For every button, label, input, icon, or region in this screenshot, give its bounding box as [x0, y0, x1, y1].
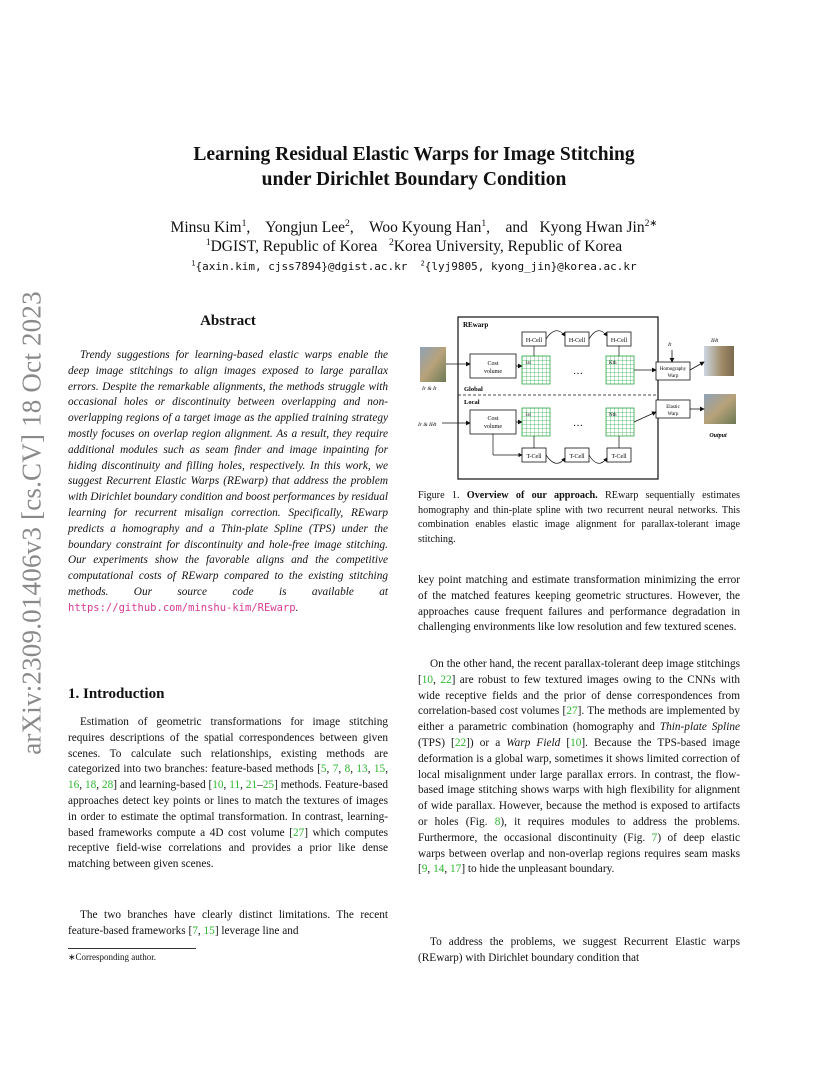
- right-paragraph-2: On the other hand, the recent parallax-tolerant deep image stitchings [10, 22] are robust to few textured images owing to the CNNs with wide receptive fields and the prior of dense correspondences from correlation-based cost volumes [27]. The methods are implemented by either a parametric combination (homography and Thin-plate Spline (TPS) [22]) or a Warp Field [10]. Because the TPS-based image deformation is a global warp, sometimes it shows limited correction of local misalignment under large parallax errors. In contrast, the flow-based image stitching shows warps with high flexibility for alignment of wide parallax. However, because the method is exposed to artifacts or holes (Fig. 8), it requires modules to address the problems. Furthermore, the occasional discontinuity (Fig. 7) of deep elastic warps between overlap and non-overlap regions requires seam masks [9, 14, 17] to hide the unpleasant boundary.: [418, 658, 741, 876]
- emphasis: Warp Field: [506, 736, 561, 749]
- author-list: Minsu Kim$^1$, Yongjun Lee$^2$, Woo Kyoung Han$^1$, and Kyong Hwan Jin$^{2∗}$: [170, 217, 658, 236]
- svg-text:Cost: Cost: [487, 361, 499, 367]
- paper-title: [70, 142, 758, 192]
- introduction-heading: 1. Introduction: [68, 686, 165, 702]
- svg-text:H-Cell: H-Cell: [568, 338, 586, 344]
- email: {lyj9805, kyong_jin}@korea.ac.kr: [424, 260, 637, 273]
- citation[interactable]: 10: [212, 779, 224, 792]
- svg-text:Kth: Kth: [609, 361, 617, 366]
- title-line-2: under Dirichlet Boundary Condition: [261, 169, 567, 190]
- citation[interactable]: 17: [450, 863, 462, 876]
- svg-text:volume: volume: [484, 369, 502, 375]
- source-code-link[interactable]: https://github.com/minshu-kim/REwarp: [68, 601, 296, 614]
- target-image-label: It: [668, 342, 672, 348]
- warped-image-thumbnail: [704, 346, 734, 376]
- citation[interactable]: 27: [566, 705, 578, 718]
- svg-text:Warp: Warp: [667, 412, 679, 417]
- svg-text:Homography: Homography: [659, 367, 687, 372]
- svg-text:volume: volume: [484, 424, 502, 430]
- citation[interactable]: 15: [373, 763, 386, 776]
- abstract-text: Trendy suggestions for learning-based elastic warps enable the deep image stitchings to align images exposed to large parallax errors. Despite the remarkable alignments, the methods struggle with occasional holes or discontinuity between overlapping and non-overlapping regions of a target image as the applied training strategy mostly focuses on overlap region alignment. As a result, they require additional modules such as seam finder and image inpainting for hiding discontinuity and filling holes, respectively. In this work, we suggest Recurrent Elastic Warps (REwarp) that address the problem with Dirichlet boundary condition and boost performances by residual learning for recurrent misalign correction. Specifically, REwarp predicts a homography and a Thin-plate Spline (TPS) under the boundary constraint for discontinuity and hole-free image stitching. Our experiments show the favorable aligns and the competitive computational costs of REwarp compared to the existing stitching methods. Our source code is available at https://github.com/minshu-kim/REwarp.: [68, 349, 388, 614]
- citation[interactable]: 25: [262, 779, 275, 792]
- right-paragraph-3: To address the problems, we suggest Recurrent Elastic warps (REwarp) with Dirichlet boundary condition that: [418, 936, 740, 964]
- citation[interactable]: 22: [440, 673, 452, 686]
- citation[interactable]: 5: [320, 763, 327, 776]
- author: Woo Kyoung Han$^1$: [368, 217, 487, 236]
- author: Kyong Hwan Jin$^{2∗}$: [539, 217, 658, 236]
- svg-text:T-Cell: T-Cell: [569, 454, 585, 460]
- global-label: Global: [464, 386, 483, 393]
- author-emails: $^1${axin.kim, cjss7894}@dgist.ac.kr $^2${lyj9805, kyong_jin}@korea.ac.kr: [191, 259, 637, 273]
- svg-text:Cost: Cost: [487, 416, 499, 422]
- rewarp-label: REwarp: [463, 321, 489, 329]
- figure-rewarp-overview: [418, 312, 740, 484]
- svg-text:…: …: [573, 366, 583, 377]
- svg-text:…: …: [573, 418, 583, 429]
- svg-text:H-Cell: H-Cell: [610, 338, 628, 344]
- svg-text:1st: 1st: [525, 413, 531, 418]
- footnote-rule: [68, 948, 196, 949]
- citation[interactable]: 22: [454, 736, 467, 749]
- affiliations: $^1$DGIST, Republic of Korea $^2$Korea University, Republic of Korea: [205, 236, 623, 255]
- intro-paragraph-1: Estimation of geometric transformations for image stitching requires descriptions of the spatial correspondences between given scenes. To calculate such relationships, existing methods are categorized into two branches: feature-based methods [5, 7, 8, 13, 15, 16, 18, 28] and learning-based [10, 11, 21–25] methods. Feature-based approaches detect key points or lines to match the textures of images in order to estimate the optimal transformation. In contrast, learning-based frameworks compute a 4D cost volume [27] which computes receptive field-wise correlations and provides a prior like dense matching between given scenes.: [68, 716, 389, 871]
- svg-text:H-Cell: H-Cell: [525, 338, 543, 344]
- svg-text:Warp: Warp: [667, 374, 679, 379]
- right-paragraph-1: key point matching and estimate transformation minimizing the error of the matched features keeping geometric structures. However, the approaches cause frequent failures and performance degradation in challenging environments like low resolution and few textured scenes.: [418, 574, 740, 634]
- citation[interactable]: 7: [651, 831, 658, 844]
- citation[interactable]: 7: [332, 763, 339, 776]
- abstract-heading: Abstract: [200, 313, 256, 329]
- local-label: Local: [464, 399, 480, 406]
- citation[interactable]: 27: [292, 826, 305, 839]
- citation[interactable]: 15: [203, 924, 215, 937]
- svg-text:Nth: Nth: [609, 413, 617, 418]
- affiliation: DGIST, Republic of Korea: [210, 238, 378, 255]
- author: Yongjun Lee$^2$: [265, 217, 350, 236]
- citation[interactable]: 11: [229, 779, 241, 792]
- svg-text:Elastic: Elastic: [666, 405, 680, 410]
- input-label-bottom: Ir & IHt: [418, 422, 437, 428]
- citation[interactable]: 28: [102, 779, 114, 792]
- citation[interactable]: 13: [356, 763, 368, 776]
- title-line-1: Learning Residual Elastic Warps for Image Stitching: [193, 144, 635, 165]
- intro-paragraph-2: The two branches have clearly distinct limitations. The recent feature-based frameworks [7, 15] leverage line and: [68, 909, 388, 937]
- citation[interactable]: 21: [245, 779, 258, 792]
- citation[interactable]: 16: [68, 779, 80, 792]
- emphasis: Thin-plate Spline: [659, 721, 740, 734]
- citation[interactable]: 10: [570, 736, 582, 749]
- citation[interactable]: 8: [494, 815, 501, 828]
- input-image-top: [420, 347, 446, 382]
- email: {axin.kim, cjss7894}@dgist.ac.kr: [195, 260, 408, 273]
- citation[interactable]: 14: [433, 863, 445, 876]
- affiliation: Korea University, Republic of Korea: [393, 238, 623, 255]
- svg-text:T-Cell: T-Cell: [611, 454, 627, 460]
- footnote: ∗Corresponding author.: [68, 952, 157, 962]
- output-image-thumbnail: [704, 394, 736, 424]
- warped-image-label: IHt: [711, 338, 719, 344]
- cost-volume-local: [470, 410, 516, 434]
- citation[interactable]: 9: [421, 863, 428, 876]
- svg-text:1st: 1st: [525, 361, 531, 366]
- citation[interactable]: 10: [421, 673, 434, 686]
- and-word: and: [505, 219, 528, 236]
- arxiv-identifier: arXiv:2309.01406v3 [cs.CV] 18 Oct 2023: [16, 291, 47, 755]
- citation[interactable]: 7: [192, 924, 198, 937]
- figure-caption: Figure 1. Overview of our approach. REwarp sequentially estimates homography and thin-plate spline with two recurrent neural networks. This combination enables elastic image alignment for parallax-tolerant image stitching.: [418, 490, 740, 545]
- output-label: Output: [709, 433, 727, 439]
- input-label-top: Ir & It: [422, 386, 437, 392]
- citation[interactable]: 18: [85, 779, 97, 792]
- citation[interactable]: 8: [344, 763, 351, 776]
- svg-text:T-Cell: T-Cell: [526, 454, 542, 460]
- author: Minsu Kim$^1$: [170, 217, 247, 236]
